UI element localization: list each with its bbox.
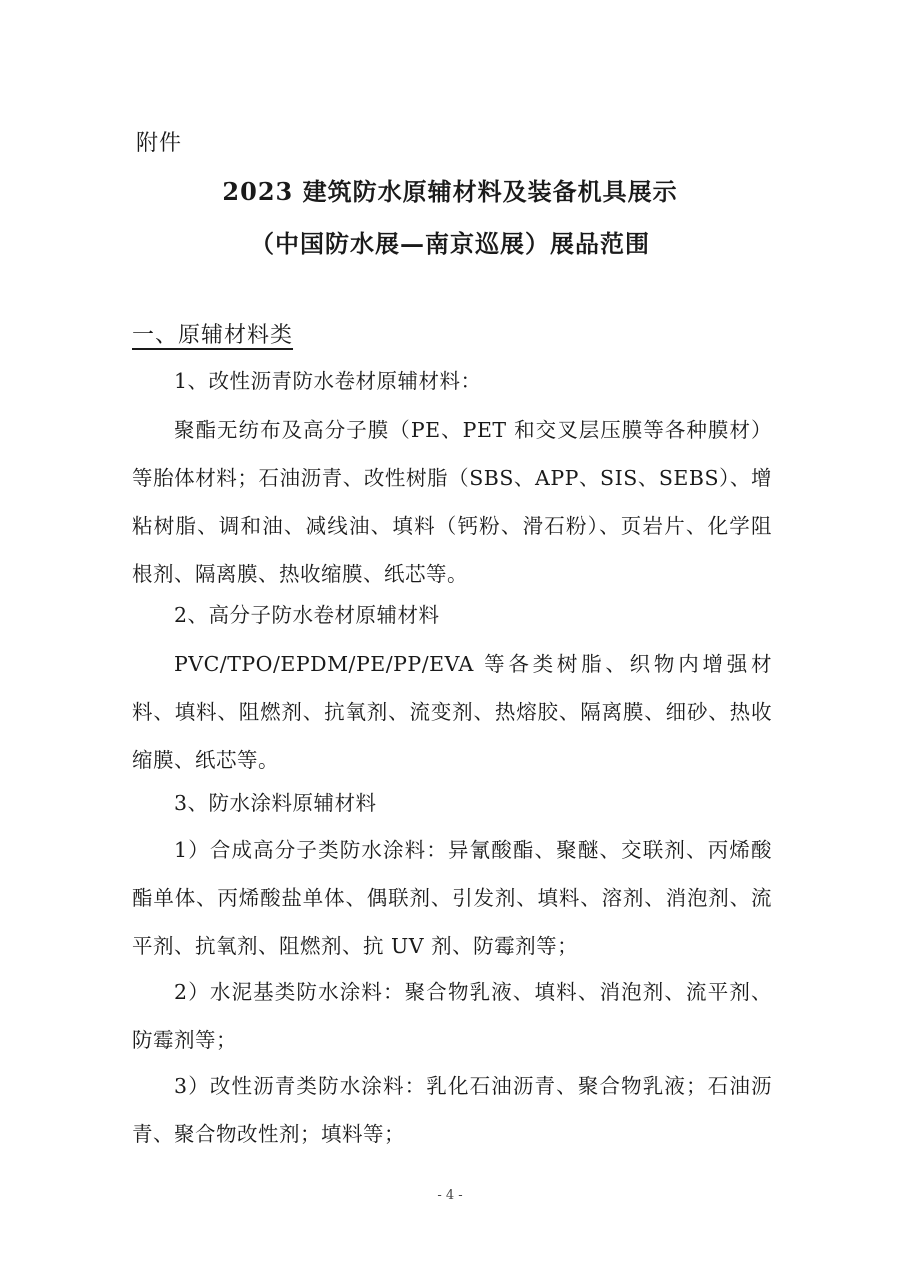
document-title-line-1: 2023 建筑防水原辅材料及装备机具展示: [222, 177, 678, 206]
item-2-body: PVC/TPO/EPDM/PE/PP/EVA 等各类树脂、织物内增强材料、填料、阻燃剂、抗氧剂、流变剂、热熔胶、隔离膜、细砂、热收缩膜、纸芯等。: [132, 652, 772, 772]
item-3-subitem-2: 2）水泥基类防水涂料：聚合物乳液、填料、消泡剂、流平剂、防霉剂等；: [132, 980, 772, 1052]
page-number: - 4 -: [437, 1188, 463, 1203]
item-1-heading: 1、改性沥青防水卷材原辅材料：: [174, 369, 482, 393]
item-2-heading: 2、高分子防水卷材原辅材料: [174, 603, 440, 627]
attachment-label: 附件: [136, 131, 183, 156]
section-heading-raw-materials: 一、原辅材料类: [132, 323, 294, 348]
item-3-subitem-3: 3）改性沥青类防水涂料：乳化石油沥青、聚合物乳液；石油沥青、聚合物改性剂；填料等；: [132, 1074, 772, 1146]
item-3-heading: 3、防水涂料原辅材料: [174, 791, 377, 815]
document-title-line-2: （中国防水展—南京巡展）展品范围: [250, 229, 650, 258]
item-1-body: 聚酯无纺布及高分子膜（PE、PET 和交叉层压膜等各种膜材）等胎体材料；石油沥青、改性树脂（SBS、APP、SIS、SEBS）、增粘树脂、调和油、减线油、填料（钙粉、滑石粉）、页岩片、化学阻根剂、隔离膜、热收缩膜、纸芯等。: [132, 418, 772, 586]
item-3-subitem-1: 1）合成高分子类防水涂料：异氰酸酯、聚醚、交联剂、丙烯酸酯单体、丙烯酸盐单体、偶联剂、引发剂、填料、溶剂、消泡剂、流平剂、抗氧剂、阻燃剂、抗 UV 剂、防霉剂等；: [132, 838, 772, 958]
